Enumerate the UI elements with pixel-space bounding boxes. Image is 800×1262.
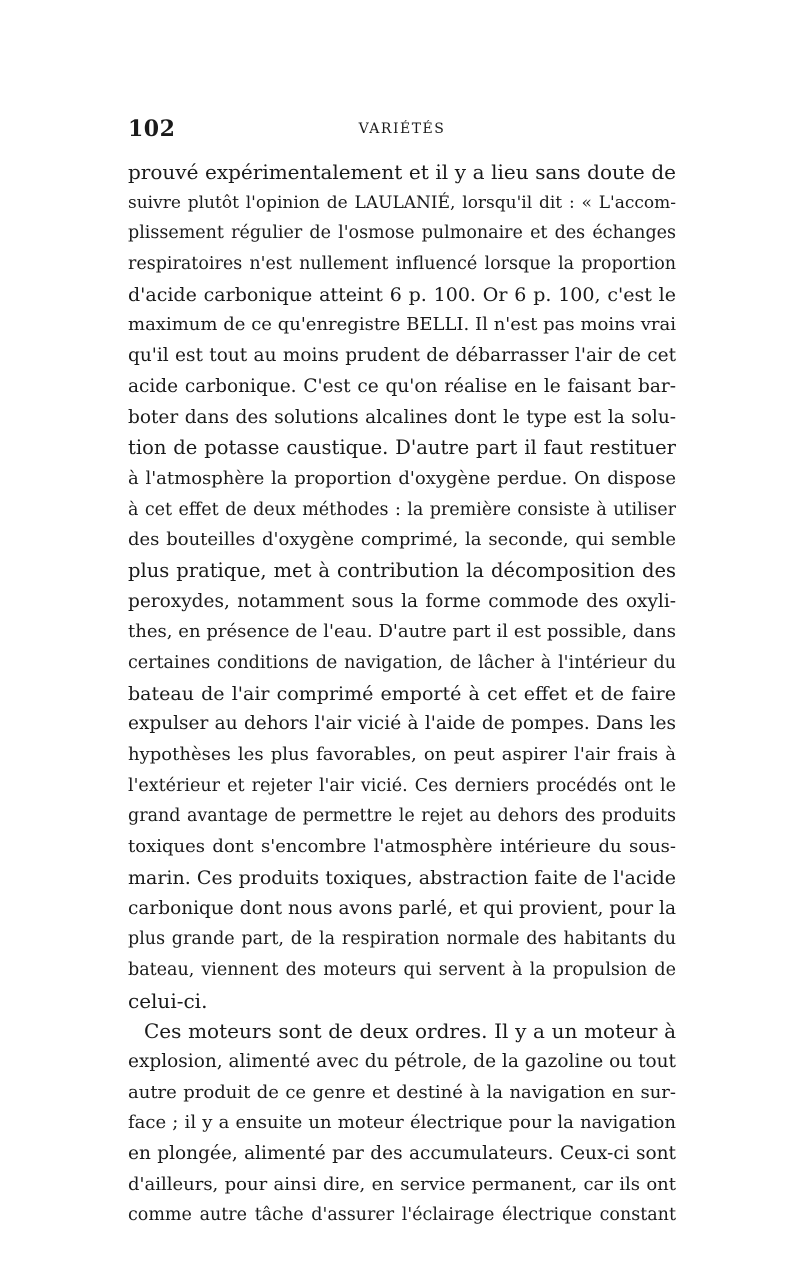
text-line: à l'atmosphère la proportion d'oxygène perdue. On dispose [128, 467, 676, 489]
text-line: expulser au dehors l'air vicié à l'aide de pompes. Dans les [128, 713, 676, 735]
text-line: plus pratique, met à contribution la décomposition des [128, 558, 676, 582]
text-line: face ; il y a ensuite un moteur électrique pour la navigation [128, 1112, 676, 1134]
text-line: hypothèses les plus favorables, on peut aspirer l'air frais à [128, 744, 676, 766]
text-line: peroxydes, notamment sous la forme commode des oxyli- [128, 590, 676, 612]
text-line: tion de potasse caustique. D'autre part il faut restituer [128, 436, 676, 460]
body-text [128, 157, 676, 1231]
text-line: celui-ci. [128, 988, 208, 1013]
paragraph [128, 157, 676, 1016]
text-line: explosion, alimenté avec du pétrole, de la gazoline ou tout [128, 1050, 676, 1072]
text-line: à cet effet de deux méthodes : la première consiste à utiliser [128, 499, 676, 520]
text-line: thes, en présence de l'eau. D'autre part il est possible, dans [128, 621, 676, 643]
text-line: certaines conditions de navigation, de lâcher à l'intérieur du [128, 653, 676, 673]
text-line: maximum de ce qu'enregistre BELLI. Il n'est pas moins vrai [128, 314, 676, 336]
text-line: respiratoires n'est nullement influencé lorsque la proportion [128, 254, 676, 275]
text-line: toxiques dont s'encombre l'atmosphère intérieure du sous- [128, 836, 676, 858]
text-line: carbonique dont nous avons parlé, et qui provient, pour la [128, 897, 676, 919]
text-line: bateau, viennent des moteurs qui servent à la propulsion de [128, 959, 676, 980]
paragraph [128, 1016, 676, 1231]
text-line: d'ailleurs, pour ainsi dire, en service permanent, car ils ont [128, 1173, 676, 1195]
text-line: acide carbonique. C'est ce qu'on réalise en le faisant bar- [128, 375, 676, 397]
text-line: Ces moteurs sont de deux ordres. Il y a un moteur à [144, 1019, 676, 1044]
page-number: 102 [128, 116, 176, 142]
text-line: plus grande part, de la respiration normale des habitants du [128, 929, 676, 950]
text-line: grand avantage de permettre le rejet au dehors des produits [128, 806, 676, 827]
text-line: bateau de l'air comprimé emporté à cet effet et de faire [128, 682, 676, 705]
running-head [128, 116, 676, 142]
text-line: des bouteilles d'oxygène comprimé, la seconde, qui semble [128, 529, 676, 551]
text-line: en plongée, alimenté par des accumulateurs. Ceux-ci sont [128, 1143, 676, 1164]
text-line: autre produit de ce genre et destiné à la navigation en sur- [128, 1081, 676, 1103]
text-line: boter dans des solutions alcalines dont le type est la solu- [128, 406, 676, 428]
text-line: marin. Ces produits toxiques, abstraction faite de l'acide [128, 866, 676, 889]
text-line: qu'il est tout au moins prudent de débarrasser l'air de cet [128, 345, 676, 367]
text-line: comme autre tâche d'assurer l'éclairage électrique constant [128, 1205, 676, 1226]
running-title: VARIÉTÉS [358, 121, 446, 137]
text-line: plissement régulier de l'osmose pulmonaire et des échanges [128, 223, 676, 244]
text-line: d'acide carbonique atteint 6 p. 100. Or 6 p. 100, c'est le [128, 283, 676, 306]
text-line: prouvé expérimentalement et il y a lieu sans doute de [128, 160, 676, 184]
text-line: suivre plutôt l'opinion de LAULANIÉ, lorsqu'il dit : « L'accom- [128, 192, 676, 213]
text-line: l'extérieur et rejeter l'air vicié. Ces derniers procédés ont le [128, 775, 676, 796]
